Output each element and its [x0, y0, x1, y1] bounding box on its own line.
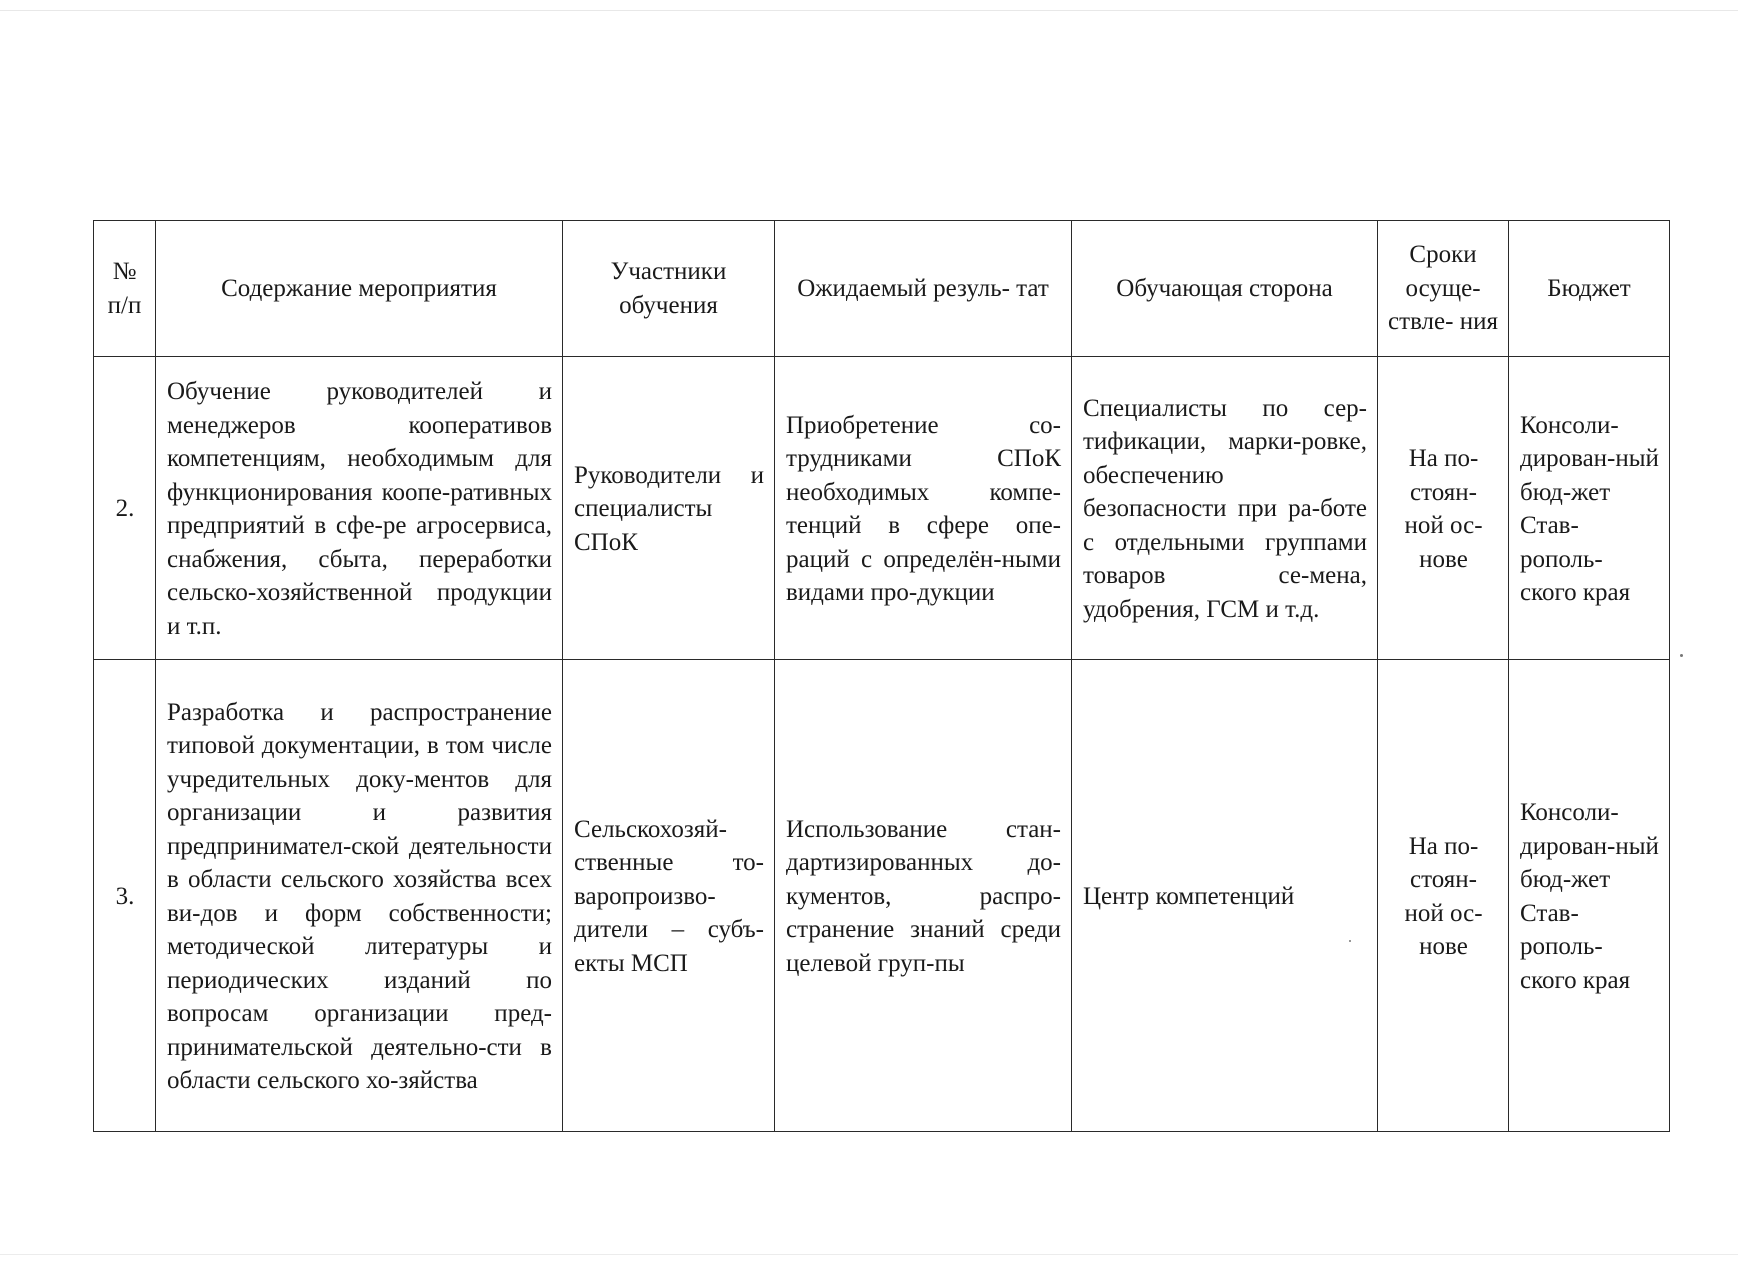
row-result: Приобретение со-трудниками СПоК необходимых компе-тенций в сфере опе-раций с определён-ными видами про-дукции — [775, 357, 1072, 660]
header-result: Ожидаемый резуль- тат — [775, 221, 1072, 357]
row-timing: На по- стоян- ной ос- нове — [1378, 660, 1509, 1132]
scan-edge-bottom — [0, 1254, 1738, 1255]
header-participants: Участники обучения — [563, 221, 775, 357]
row-number: 2. — [94, 357, 156, 660]
table-row — [94, 660, 1670, 1132]
row-participants: Руководители и специалисты СПоК — [563, 357, 775, 660]
scan-speck — [1680, 654, 1683, 657]
table-header-row — [94, 221, 1670, 357]
header-budget: Бюджет — [1509, 221, 1670, 357]
table-row — [94, 357, 1670, 660]
header-content: Содержание мероприятия — [156, 221, 563, 357]
row-trainer: Специалисты по сер-тификации, марки-ровке, обеспечению безопасности при ра-боте с отдельными группами товаров се-мена, удобрения, ГСМ и т.д. — [1072, 357, 1378, 660]
row-content: Разработка и распространение типовой документации, в том числе учредительных доку-ментов для организации и развития предпринимател-ской деятельности в области сельского хозяйства всех ви-дов и форм собственности; методической литературы и периодических изданий по вопросам организации пред-принимательской деятельно-сти в области сельского хо-зяйства — [156, 660, 563, 1132]
header-number: № п/п — [94, 221, 156, 357]
scan-edge-top — [0, 10, 1738, 11]
training-plan-table — [93, 220, 1670, 1132]
row-budget: Консоли-дирован-ный бюд-жет Став-рополь-ского края — [1509, 357, 1670, 660]
header-timing: Сроки осуще- ствле- ния — [1378, 221, 1509, 357]
scan-speck — [1349, 940, 1351, 942]
row-budget: Консоли-дирован-ный бюд-жет Став-рополь-ского края — [1509, 660, 1670, 1132]
row-timing: На по- стоян- ной ос- нове — [1378, 357, 1509, 660]
row-number: 3. — [94, 660, 156, 1132]
row-participants: Сельскохозяй-ственные то-варопроизво-дители – субъ-екты МСП — [563, 660, 775, 1132]
row-content: Обучение руководителей и менеджеров кооперативов компетенциям, необходимым для функционирования коопе-ративных предприятий в сфе-ре агросервиса, снабжения, сбыта, переработки сельско-хозяйственной продукции и т.п. — [156, 357, 563, 660]
row-trainer: Центр компетенций — [1072, 660, 1378, 1132]
header-trainer: Обучающая сторона — [1072, 221, 1378, 357]
row-result: Использование стан-дартизированных до-кументов, распро-странение знаний среди целевой груп-пы — [775, 660, 1072, 1132]
